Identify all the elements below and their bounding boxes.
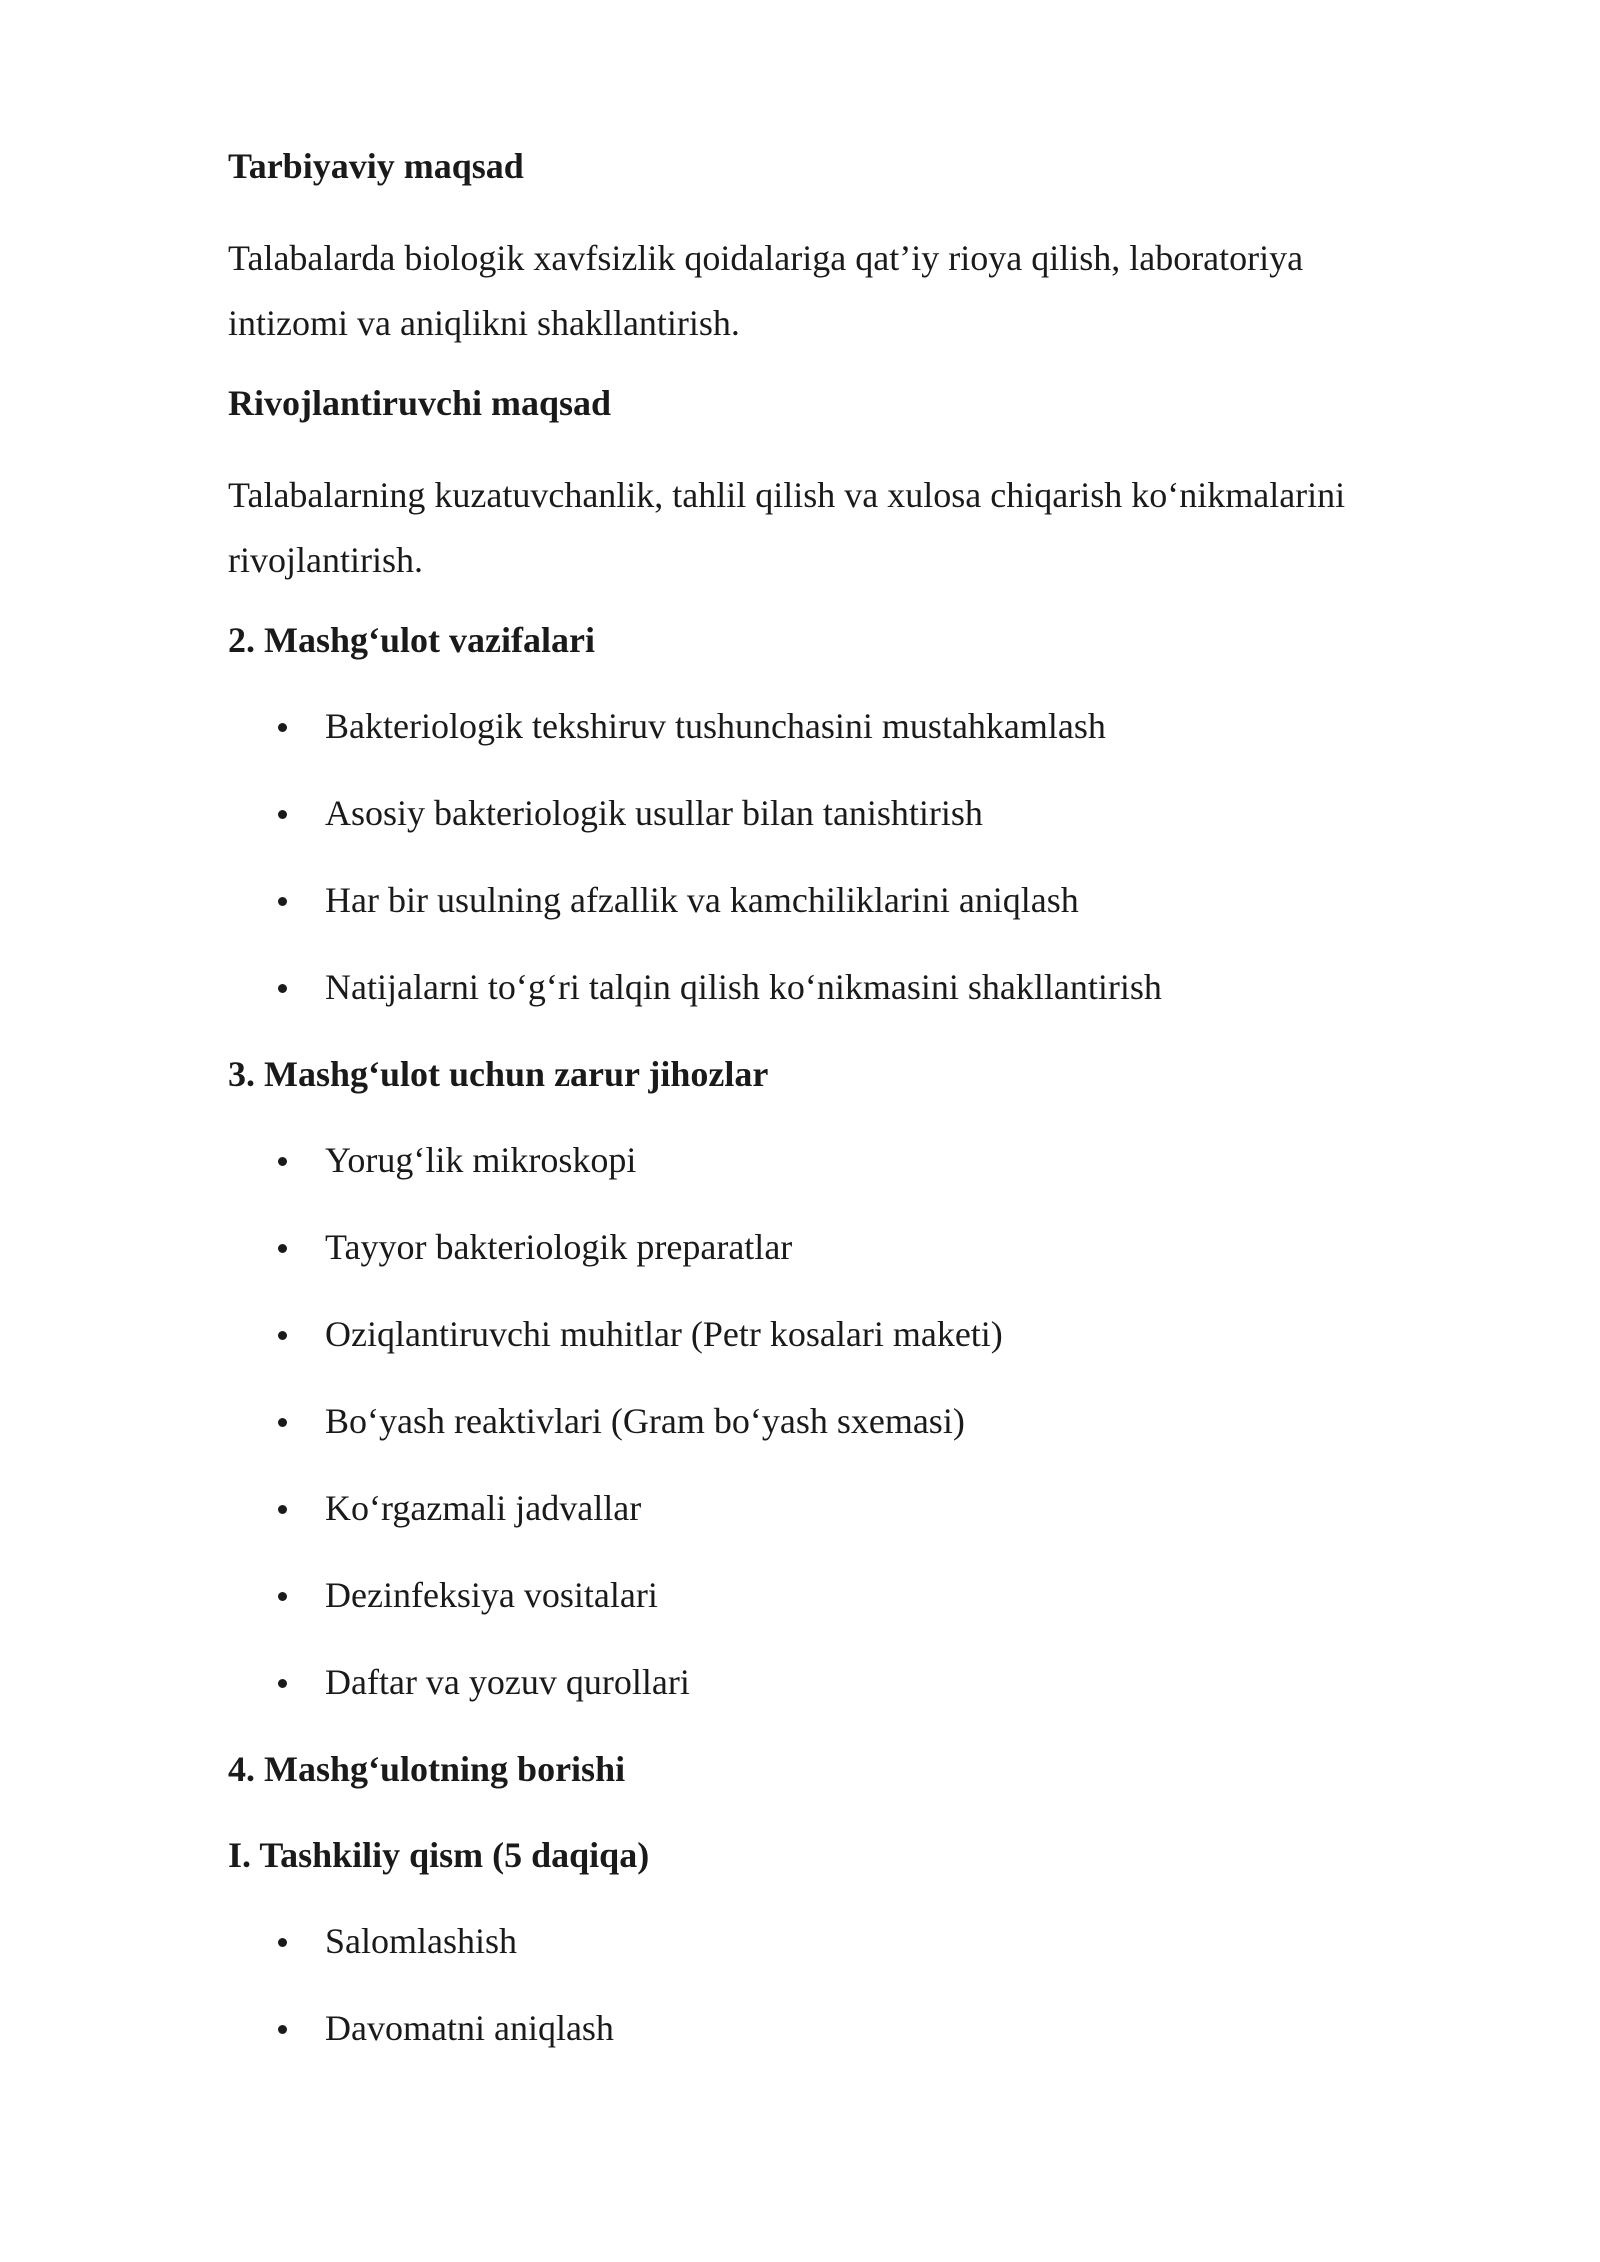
list-item bbox=[228, 1915, 1418, 1967]
list-item-text: Salomlashish bbox=[325, 1921, 518, 1961]
list-vazifalar bbox=[228, 700, 1418, 1013]
list-item bbox=[228, 874, 1418, 926]
list-item bbox=[228, 1395, 1418, 1447]
list-item-text: Oziqlantiruvchi muhitlar (Petr kosalari maketi) bbox=[325, 1314, 1003, 1354]
list-item-text: Dezinfeksiya vositalari bbox=[325, 1575, 658, 1615]
list-item bbox=[228, 787, 1418, 839]
list-item bbox=[228, 1221, 1418, 1273]
list-item-text: Boʻyash reaktivlari (Gram boʻyash sxemasi) bbox=[325, 1401, 965, 1441]
list-tashkiliy bbox=[228, 1915, 1418, 2054]
bullet-icon bbox=[278, 1938, 287, 1947]
heading-tarbiyaviy-maqsad: Tarbiyaviy maqsad bbox=[228, 146, 524, 186]
bullet-icon bbox=[278, 1505, 287, 1514]
bullet-icon bbox=[278, 810, 287, 819]
paragraph-tarbiyaviy-maqsad: Talabalarda biologik xavfsizlik qoidalariga qat’iy rioya qilish, laboratoriya intizomi va aniqlikni shakllantirish. bbox=[228, 238, 1304, 343]
bullet-icon bbox=[278, 2025, 287, 2034]
bullet-icon bbox=[278, 1418, 287, 1427]
list-item-text: Tayyor bakteriologik preparatlar bbox=[325, 1227, 793, 1267]
bullet-icon bbox=[278, 1679, 287, 1688]
heading-zarur-jihozlar: 3. Mashgʻulot uchun zarur jihozlar bbox=[228, 1054, 769, 1094]
heading-tashkiliy-qism: I. Tashkiliy qism (5 daqiqa) bbox=[228, 1835, 650, 1875]
bullet-icon bbox=[278, 1157, 287, 1166]
list-item-text: Bakteriologik tekshiruv tushunchasini mustahkamlash bbox=[325, 706, 1106, 746]
list-item bbox=[228, 2002, 1418, 2054]
list-item bbox=[228, 1134, 1418, 1186]
document-page bbox=[228, 140, 1418, 2089]
list-item-text: Asosiy bakteriologik usullar bilan tanishtirish bbox=[325, 793, 983, 833]
list-item bbox=[228, 961, 1418, 1013]
heading-rivojlantiruvchi-maqsad: Rivojlantiruvchi maqsad bbox=[228, 383, 612, 423]
bullet-icon bbox=[278, 1592, 287, 1601]
list-item bbox=[228, 1656, 1418, 1708]
bullet-icon bbox=[278, 897, 287, 906]
list-item-text: Har bir usulning afzallik va kamchiliklarini aniqlash bbox=[325, 880, 1079, 920]
list-item-text: Natijalarni toʻgʻri talqin qilish koʻnikmasini shakllantirish bbox=[325, 967, 1162, 1007]
paragraph-rivojlantiruvchi-maqsad: Talabalarning kuzatuvchanlik, tahlil qilish va xulosa chiqarish koʻnikmalarini rivojlantirish. bbox=[228, 475, 1346, 580]
bullet-icon bbox=[278, 723, 287, 732]
list-item-text: Daftar va yozuv qurollari bbox=[325, 1662, 690, 1702]
list-item-text: Koʻrgazmali jadvallar bbox=[325, 1488, 642, 1528]
bullet-icon bbox=[278, 1331, 287, 1340]
bullet-icon bbox=[278, 984, 287, 993]
heading-mashgulot-vazifalari: 2. Mashgʻulot vazifalari bbox=[228, 620, 595, 660]
heading-mashgulotning-borishi: 4. Mashgʻulotning borishi bbox=[228, 1749, 626, 1789]
bullet-icon bbox=[278, 1244, 287, 1253]
list-jihozlar bbox=[228, 1134, 1418, 1708]
list-item bbox=[228, 1569, 1418, 1621]
list-item bbox=[228, 700, 1418, 752]
list-item bbox=[228, 1482, 1418, 1534]
list-item-text: Yorugʻlik mikroskopi bbox=[325, 1140, 637, 1180]
list-item bbox=[228, 1308, 1418, 1360]
list-item-text: Davomatni aniqlash bbox=[325, 2008, 614, 2048]
